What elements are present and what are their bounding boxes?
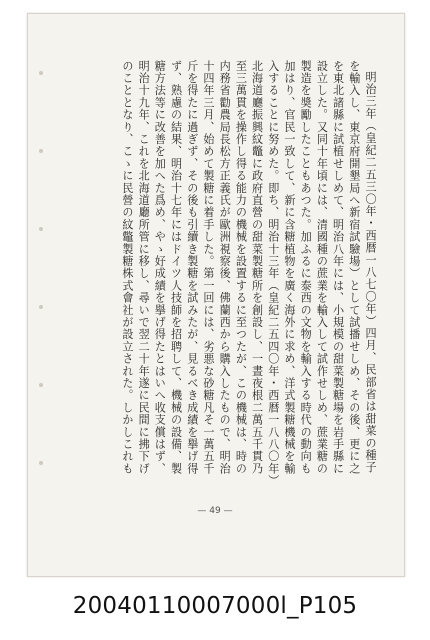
archive-id-caption: 20040110007000l_P105 [72,593,358,619]
binding-hole [39,227,43,231]
binding-hole [39,149,43,153]
binding-hole [39,383,43,387]
binding-hole [39,71,43,75]
body-paragraph: 明治三年（皇紀二五三〇年・西暦一八七〇年）四月、民部省は甜菜の種子を輸入し、東京府開墾局へ新宿試驗場）として試播せしめ、その後、更に之を東北諸縣に試植せしめて、明治八年には、小規模の甜菜製糖場を岩手縣に設立した。又同十年頃には、清國種の蔗業を輸入して試作せしめ、蔗業糖の製造を奬勵したこともあつた。加ふるに泰西の文物を輸入する時代の動向も加はり、官民一致して、新に含糖植物を廣く海外に求め、洋式製糖機械を輸入することに努めた。即ち、明治十三年（皇紀二五四〇年・西暦一八八〇年）北海道廳振興紋鼈に政府直營の甜菜製糖所を創設し、一晝夜根二萬五千貫乃至三萬貫を操作し得る能力の機械を設置するに至つたが、この機械は、時の内務省勸農局長松方正義氏が歐洲視察後、佛蘭西から購入したもので、明治十四年三月、始めて製糖に着手した。第一回には、劣悪な砂糖凡そ一萬五千斤を得たに過ぎず、その後も引續き製糖を試みたが、見るべき成績を擧げ得ず、熟慮の結果、明治十七年にはドイツ人技師を招聘して、機械の設備、製糖方法等に改善を加へた爲め、やゝ好成績を擧げ得たとはいへ收支償はず、明治十九年、これを北海道廳所管に移し、尋いで翌二十年遂に民間に拂下げのこととなり、こゝに民營の紋鼈製糖株式會社が設立された。しかしこれも [120,60,377,482]
binding-hole [39,461,43,465]
page-number: — 49 — [197,506,233,516]
binding-hole [39,305,43,309]
vertical-body-text [66,60,378,485]
